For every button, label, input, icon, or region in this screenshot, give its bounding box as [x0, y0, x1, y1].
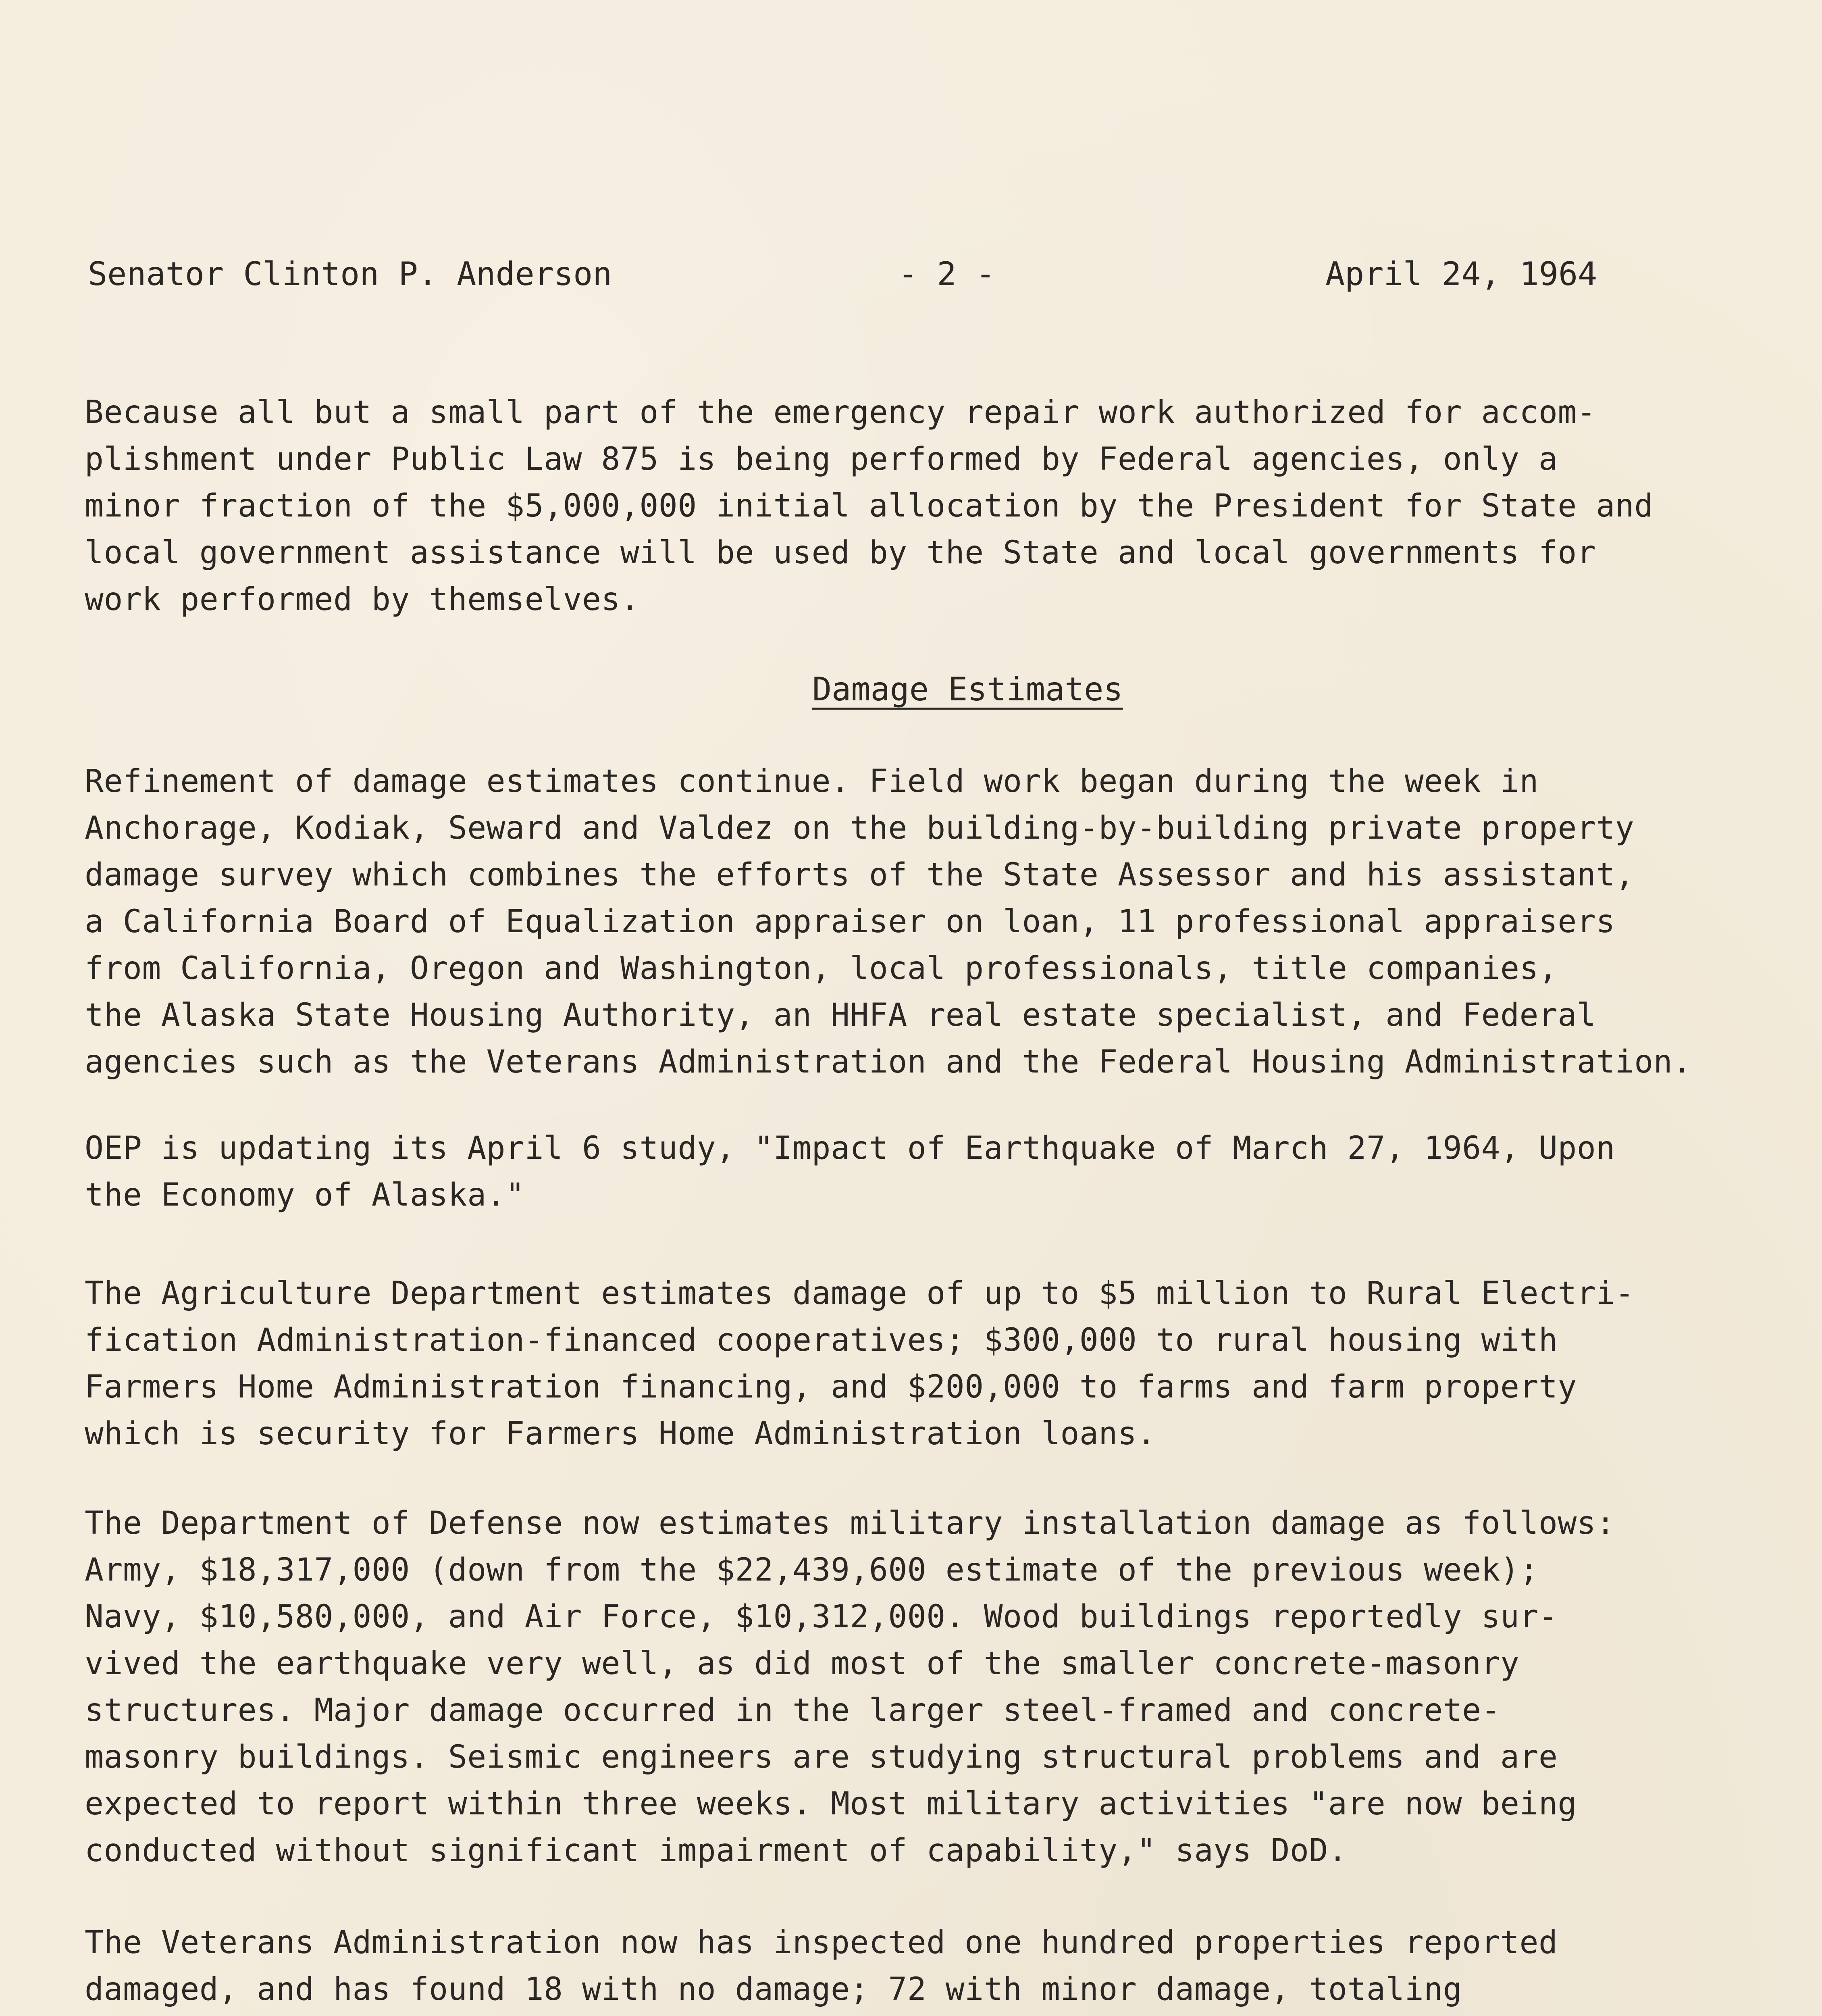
heading-damage-estimates: Damage Estimates [812, 671, 1123, 708]
addressee: Senator Clinton P. Anderson [88, 255, 612, 293]
paragraph-oep-study: OEP is updating its April 6 study, "Impact of Earthquake of March 27, 1964, Upon the Economy of Alaska." [85, 1130, 1615, 1213]
paragraph-emergency-repair: Because all but a small part of the emergency repair work authorized for accom- plishment under Public Law 875 is being performed by Federal agencies, only a minor fraction of the $5,000,000 initial allocation by the President for State and local government assistance will be used by the State and local governments for work performed by themselves. [85, 394, 1654, 618]
letter-header [88, 254, 1612, 294]
paragraph-defense: The Department of Defense now estimates military installation damage as follows: Army, $18,317,000 (down from the $22,439,600 estimate of the previous week); Navy, $10,580,000, and Air Force, $10,312,000. Wood buildings reportedly sur- vived the earthquake very well, as did most of the smaller concrete-masonry structures. Major damage occurred in the larger steel-framed and concrete- masonry buildings. Seismic engineers are studying structural problems and are expected to report within three weeks. Most military activities "are now being conducted without significant impairment of capability," says DoD. [85, 1505, 1615, 1869]
paragraph-agriculture: The Agriculture Department estimates damage of up to $5 million to Rural Electri- fication Administration-financed cooperatives; $300,000 to rural housing with Farmers Home Administration financing, and $200,000 to farms and farm property which is security for Farmers Home Administration loans. [85, 1275, 1635, 1452]
letter-date: April 24, 1964 [1325, 255, 1597, 293]
paragraph-veterans: The Veterans Administration now has inspected one hundred properties reported damaged, and has found 18 with no damage; 72 with minor damage, totaling [85, 1924, 1558, 2008]
paragraph-damage-survey: Refinement of damage estimates continue. Field work began during the week in Anchorage, Kodiak, Seward and Valdez on the building-by-building private property damage survey which combines the efforts of the State Assessor and his assistant, a California Board of Equalization appraiser on loan, 11 professional appraisers from California, Oregon and Washington, local professionals, title companies, the Alaska State Housing Authority, an HHFA real estate specialist, and Federal agencies such as the Veterans Administration and the Federal Housing Administration. [85, 763, 1692, 1080]
page-number: - 2 - [898, 255, 995, 293]
